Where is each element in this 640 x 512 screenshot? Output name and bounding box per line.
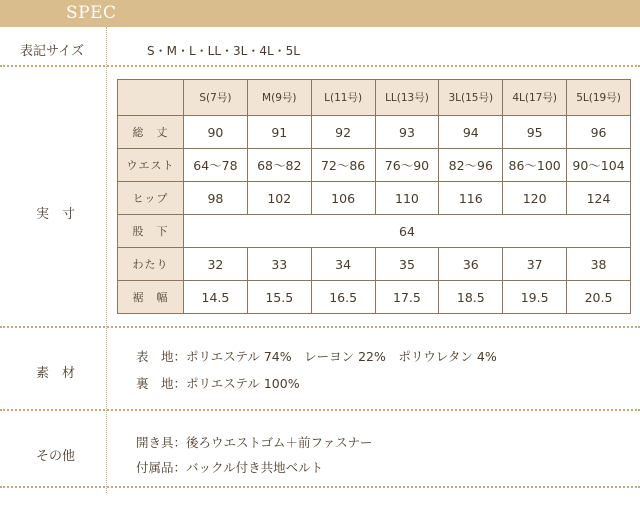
- divider-other: [0, 486, 640, 488]
- table-row: [118, 281, 631, 314]
- divider-measure: [0, 326, 640, 328]
- table-cell: 91: [247, 116, 311, 149]
- row-header: わたり: [118, 248, 184, 281]
- table-row: [118, 149, 631, 182]
- table-cell: 64～78: [184, 149, 248, 182]
- material-outer: 表 地：ポリエステル 74% レーヨン 22% ポリウレタン 4%: [136, 349, 497, 364]
- table-cell: 19.5: [503, 281, 567, 314]
- table-cell: 34: [311, 248, 375, 281]
- divider-size: [0, 65, 640, 67]
- table-cell: 68～82: [247, 149, 311, 182]
- table-cell: 102: [247, 182, 311, 215]
- table-header-row: [118, 80, 631, 116]
- table-cell: 38: [567, 248, 631, 281]
- label-column-divider: [106, 27, 107, 493]
- column-header: M(9号): [247, 80, 311, 116]
- other-closure: 開き具：後ろウエストゴム＋前ファスナー: [136, 435, 373, 450]
- table-cell: 18.5: [439, 281, 503, 314]
- size-label: 表記サイズ: [20, 44, 84, 59]
- table-cell: 124: [567, 182, 631, 215]
- table-cell: 14.5: [184, 281, 248, 314]
- material-label: 素 材: [36, 366, 76, 381]
- table-cell: 16.5: [311, 281, 375, 314]
- table-row: [118, 182, 631, 215]
- table-cell: 92: [311, 116, 375, 149]
- other-label: その他: [36, 449, 76, 464]
- row-header: 股 下: [118, 215, 184, 248]
- table-cell: 106: [311, 182, 375, 215]
- row-header: ヒップ: [118, 182, 184, 215]
- size-values: S・M・L・LL・3L・4L・5L: [147, 44, 300, 58]
- table-cell: 20.5: [567, 281, 631, 314]
- table-cell: 72～86: [311, 149, 375, 182]
- table-cell: 98: [184, 182, 248, 215]
- table-cell: 95: [503, 116, 567, 149]
- table-cell: 35: [375, 248, 439, 281]
- table-cell: 86～100: [503, 149, 567, 182]
- table-corner: [118, 80, 184, 116]
- table-cell: 76～90: [375, 149, 439, 182]
- row-header: 総 丈: [118, 116, 184, 149]
- table-cell: 82～96: [439, 149, 503, 182]
- spec-title: SPEC: [66, 3, 117, 23]
- table-cell: 120: [503, 182, 567, 215]
- column-header: L(11号): [311, 80, 375, 116]
- column-header: LL(13号): [375, 80, 439, 116]
- table-cell: 32: [184, 248, 248, 281]
- row-header: 裾 幅: [118, 281, 184, 314]
- table-cell: 116: [439, 182, 503, 215]
- column-header: 3L(15号): [439, 80, 503, 116]
- table-row: [118, 248, 631, 281]
- column-header: S(7号): [184, 80, 248, 116]
- divider-material: [0, 409, 640, 411]
- table-cell: 96: [567, 116, 631, 149]
- table-cell: 17.5: [375, 281, 439, 314]
- measurement-table: [117, 79, 631, 314]
- column-header: 5L(19号): [567, 80, 631, 116]
- spec-header: [0, 0, 640, 27]
- table-cell: 33: [247, 248, 311, 281]
- table-cell: 110: [375, 182, 439, 215]
- table-cell-merged: 64: [184, 215, 631, 248]
- table-cell: 37: [503, 248, 567, 281]
- row-header: ウエスト: [118, 149, 184, 182]
- material-lining: 裏 地：ポリエステル 100%: [136, 376, 300, 391]
- table-cell: 90～104: [567, 149, 631, 182]
- table-cell: 15.5: [247, 281, 311, 314]
- column-header: 4L(17号): [503, 80, 567, 116]
- table-cell: 94: [439, 116, 503, 149]
- table-cell: 90: [184, 116, 248, 149]
- table-cell: 36: [439, 248, 503, 281]
- other-accessory: 付属品：バックル付き共地ベルト: [136, 460, 324, 475]
- table-row: [118, 215, 631, 248]
- measure-label: 実 寸: [36, 207, 76, 222]
- table-cell: 93: [375, 116, 439, 149]
- table-row: [118, 116, 631, 149]
